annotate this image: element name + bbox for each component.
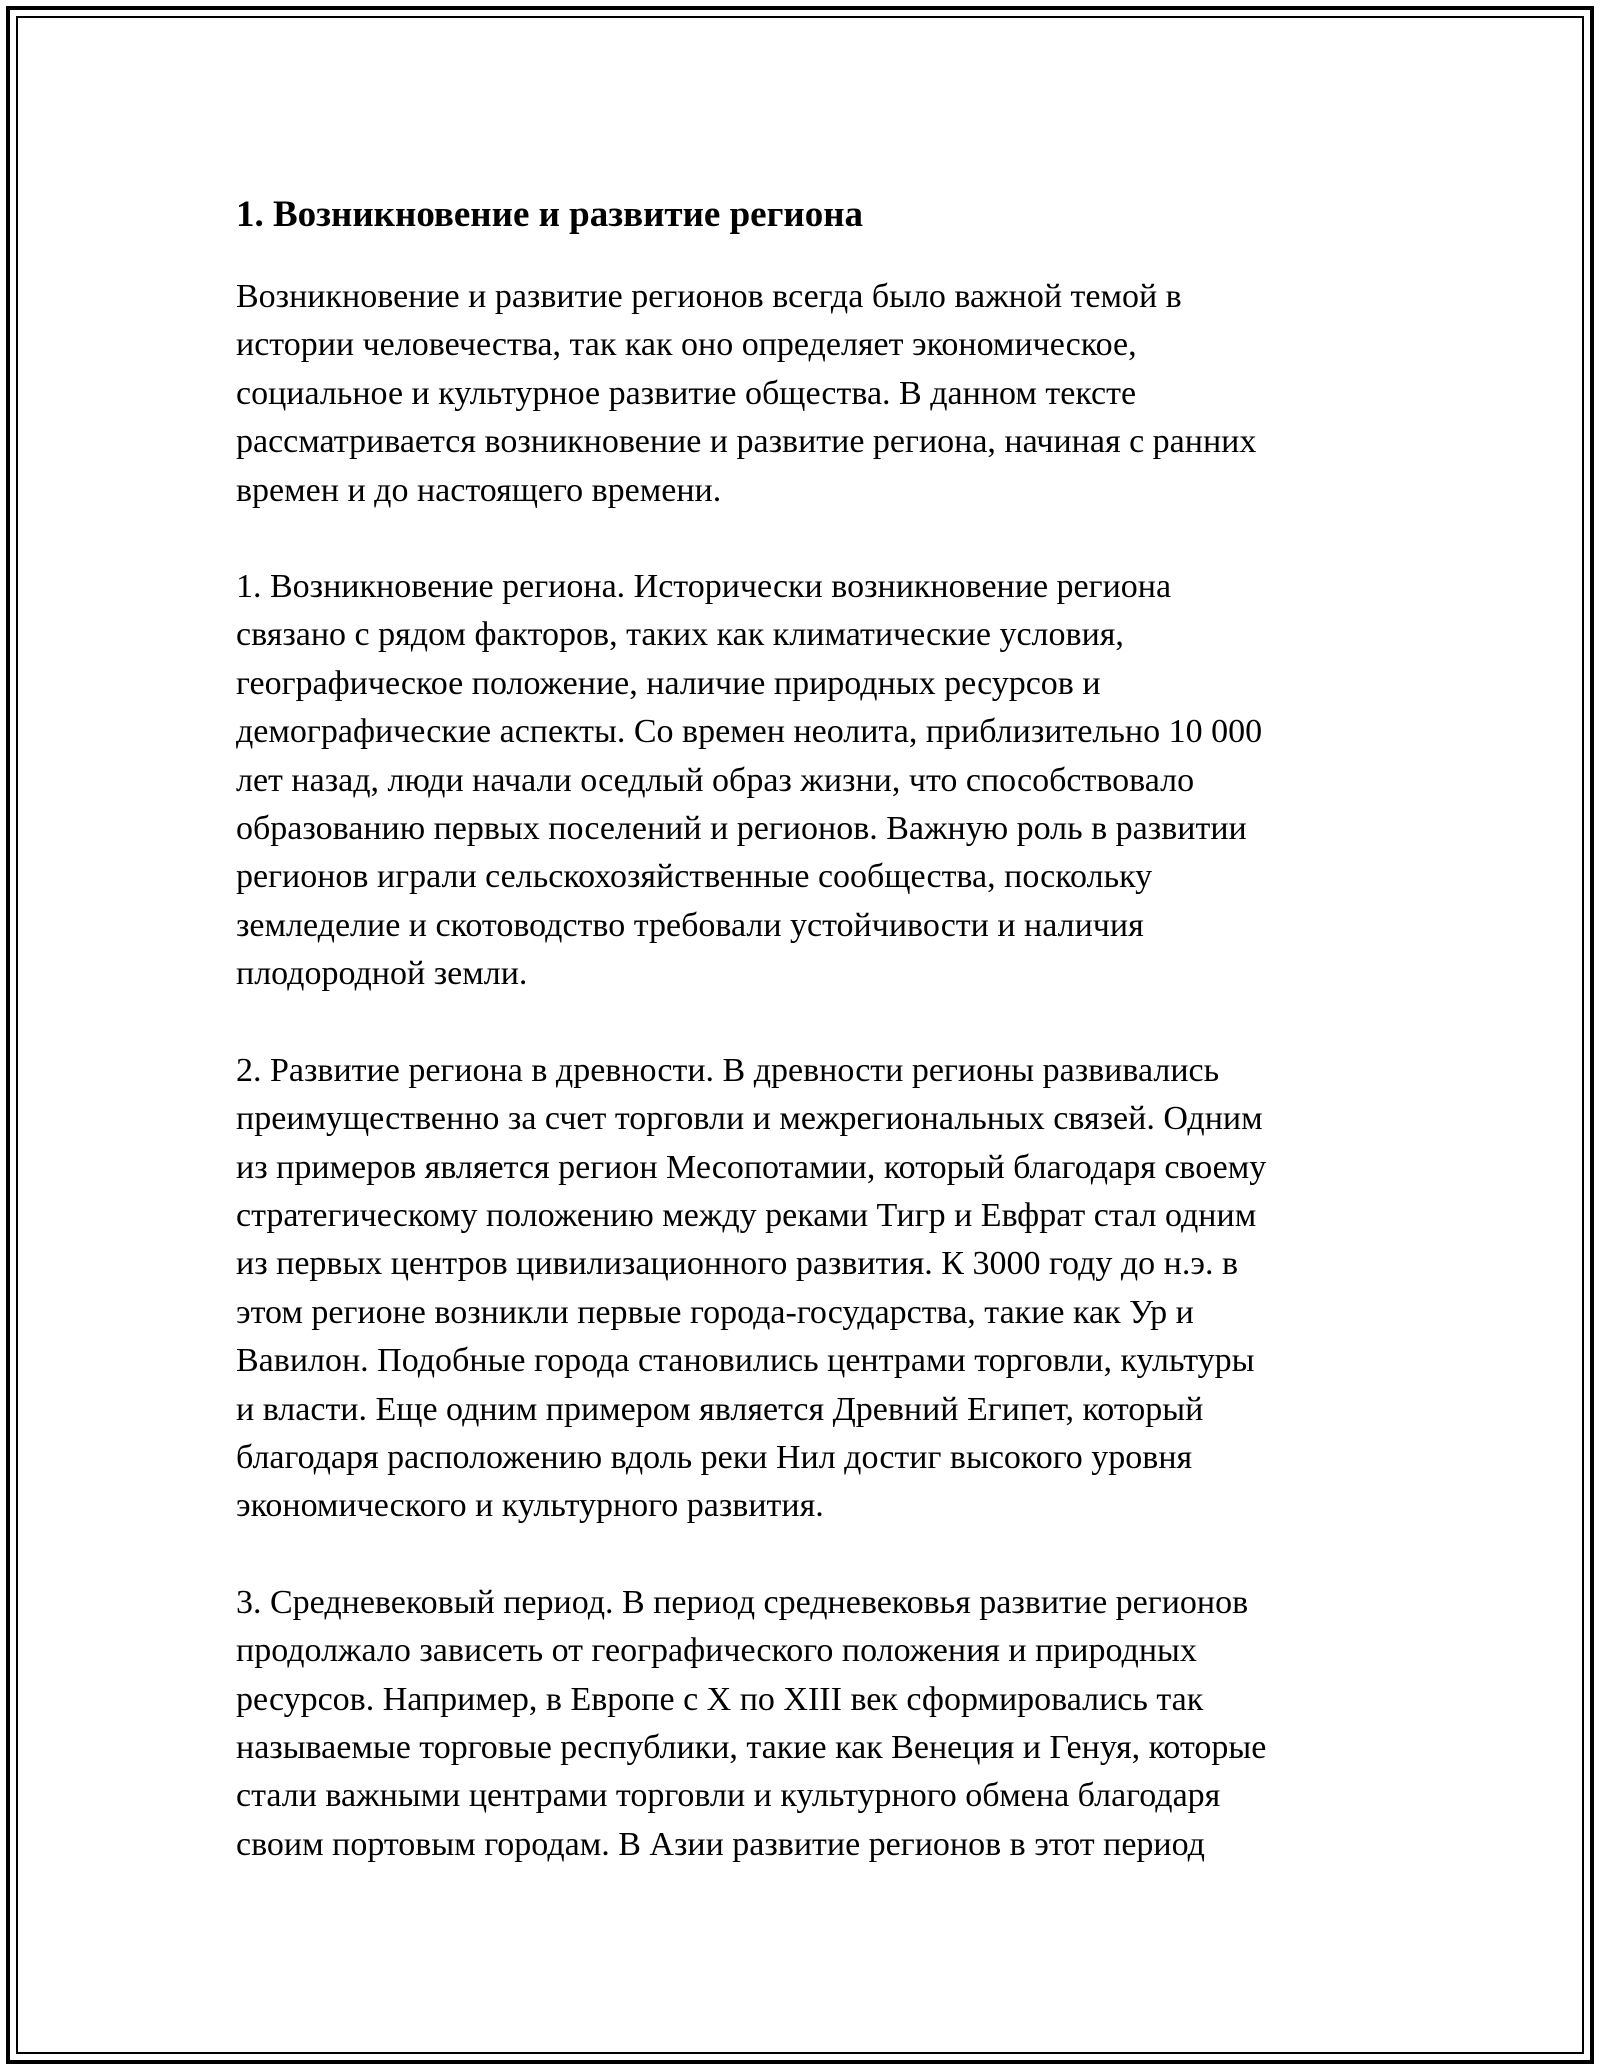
paragraph-antiquity: 2. Развитие региона в древности. В древности регионы развивались преимущественно за счет торговли и межрегиональных связей. Одним из примеров является регион Месопотамии, который благодаря своему стратегическому положению между реками Тигр и Евфрат стал одним из первых центров цивилизационного развития. К 3000 году до н.э. в этом регионе возникли первые города-государства, такие как Ур и Вавилон. Подобные города становились центрами торговли, культуры и власти. Еще одним примером является Древний Египет, который благодаря расположению вдоль реки Нил достиг высокого уровня экономического и культурного развития.	[236, 1051, 1267, 1525]
paragraph-origin: 1. Возникновение региона. Исторически возникновение региона связано с рядом факторов, таких как климатические условия, географическое положение, наличие природных ресурсов и демографические аспекты. Со времен неолита, приблизительно 10 000 лет назад, люди начали оседлый образ жизни, что способствовало образованию первых поселений и регионов. Важную роль в развитии регионов играли сельскохозяйственные сообщества, поскольку земледелие и скотоводство требовали устойчивости и наличия плодородной земли.	[236, 568, 1263, 993]
paragraph-intro: Возникновение и развитие регионов всегда было важной темой в истории человечества, так как оно определяет экономическое, социальное и культурное развитие общества. В данном тексте рассматривается возникновение и развитие региона, начиная с ранних времен и до настоящего времени.	[236, 278, 1257, 509]
document-page	[236, 185, 1366, 1917]
paragraph-middle-ages: 3. Средневековый период. В период средневековья развитие регионов продолжало зависеть от географического положения и природных ресурсов. Например, в Европе с X по XIII век сформировались так называемые торговые республики, такие как Венеция и Генуя, которые стали важными центрами торговли и культурного обмена благодаря своим портовым городам. В Азии развитие регионов в этот период	[236, 1583, 1267, 1863]
document-title: 1. Возникновение и развитие региона	[236, 194, 864, 235]
